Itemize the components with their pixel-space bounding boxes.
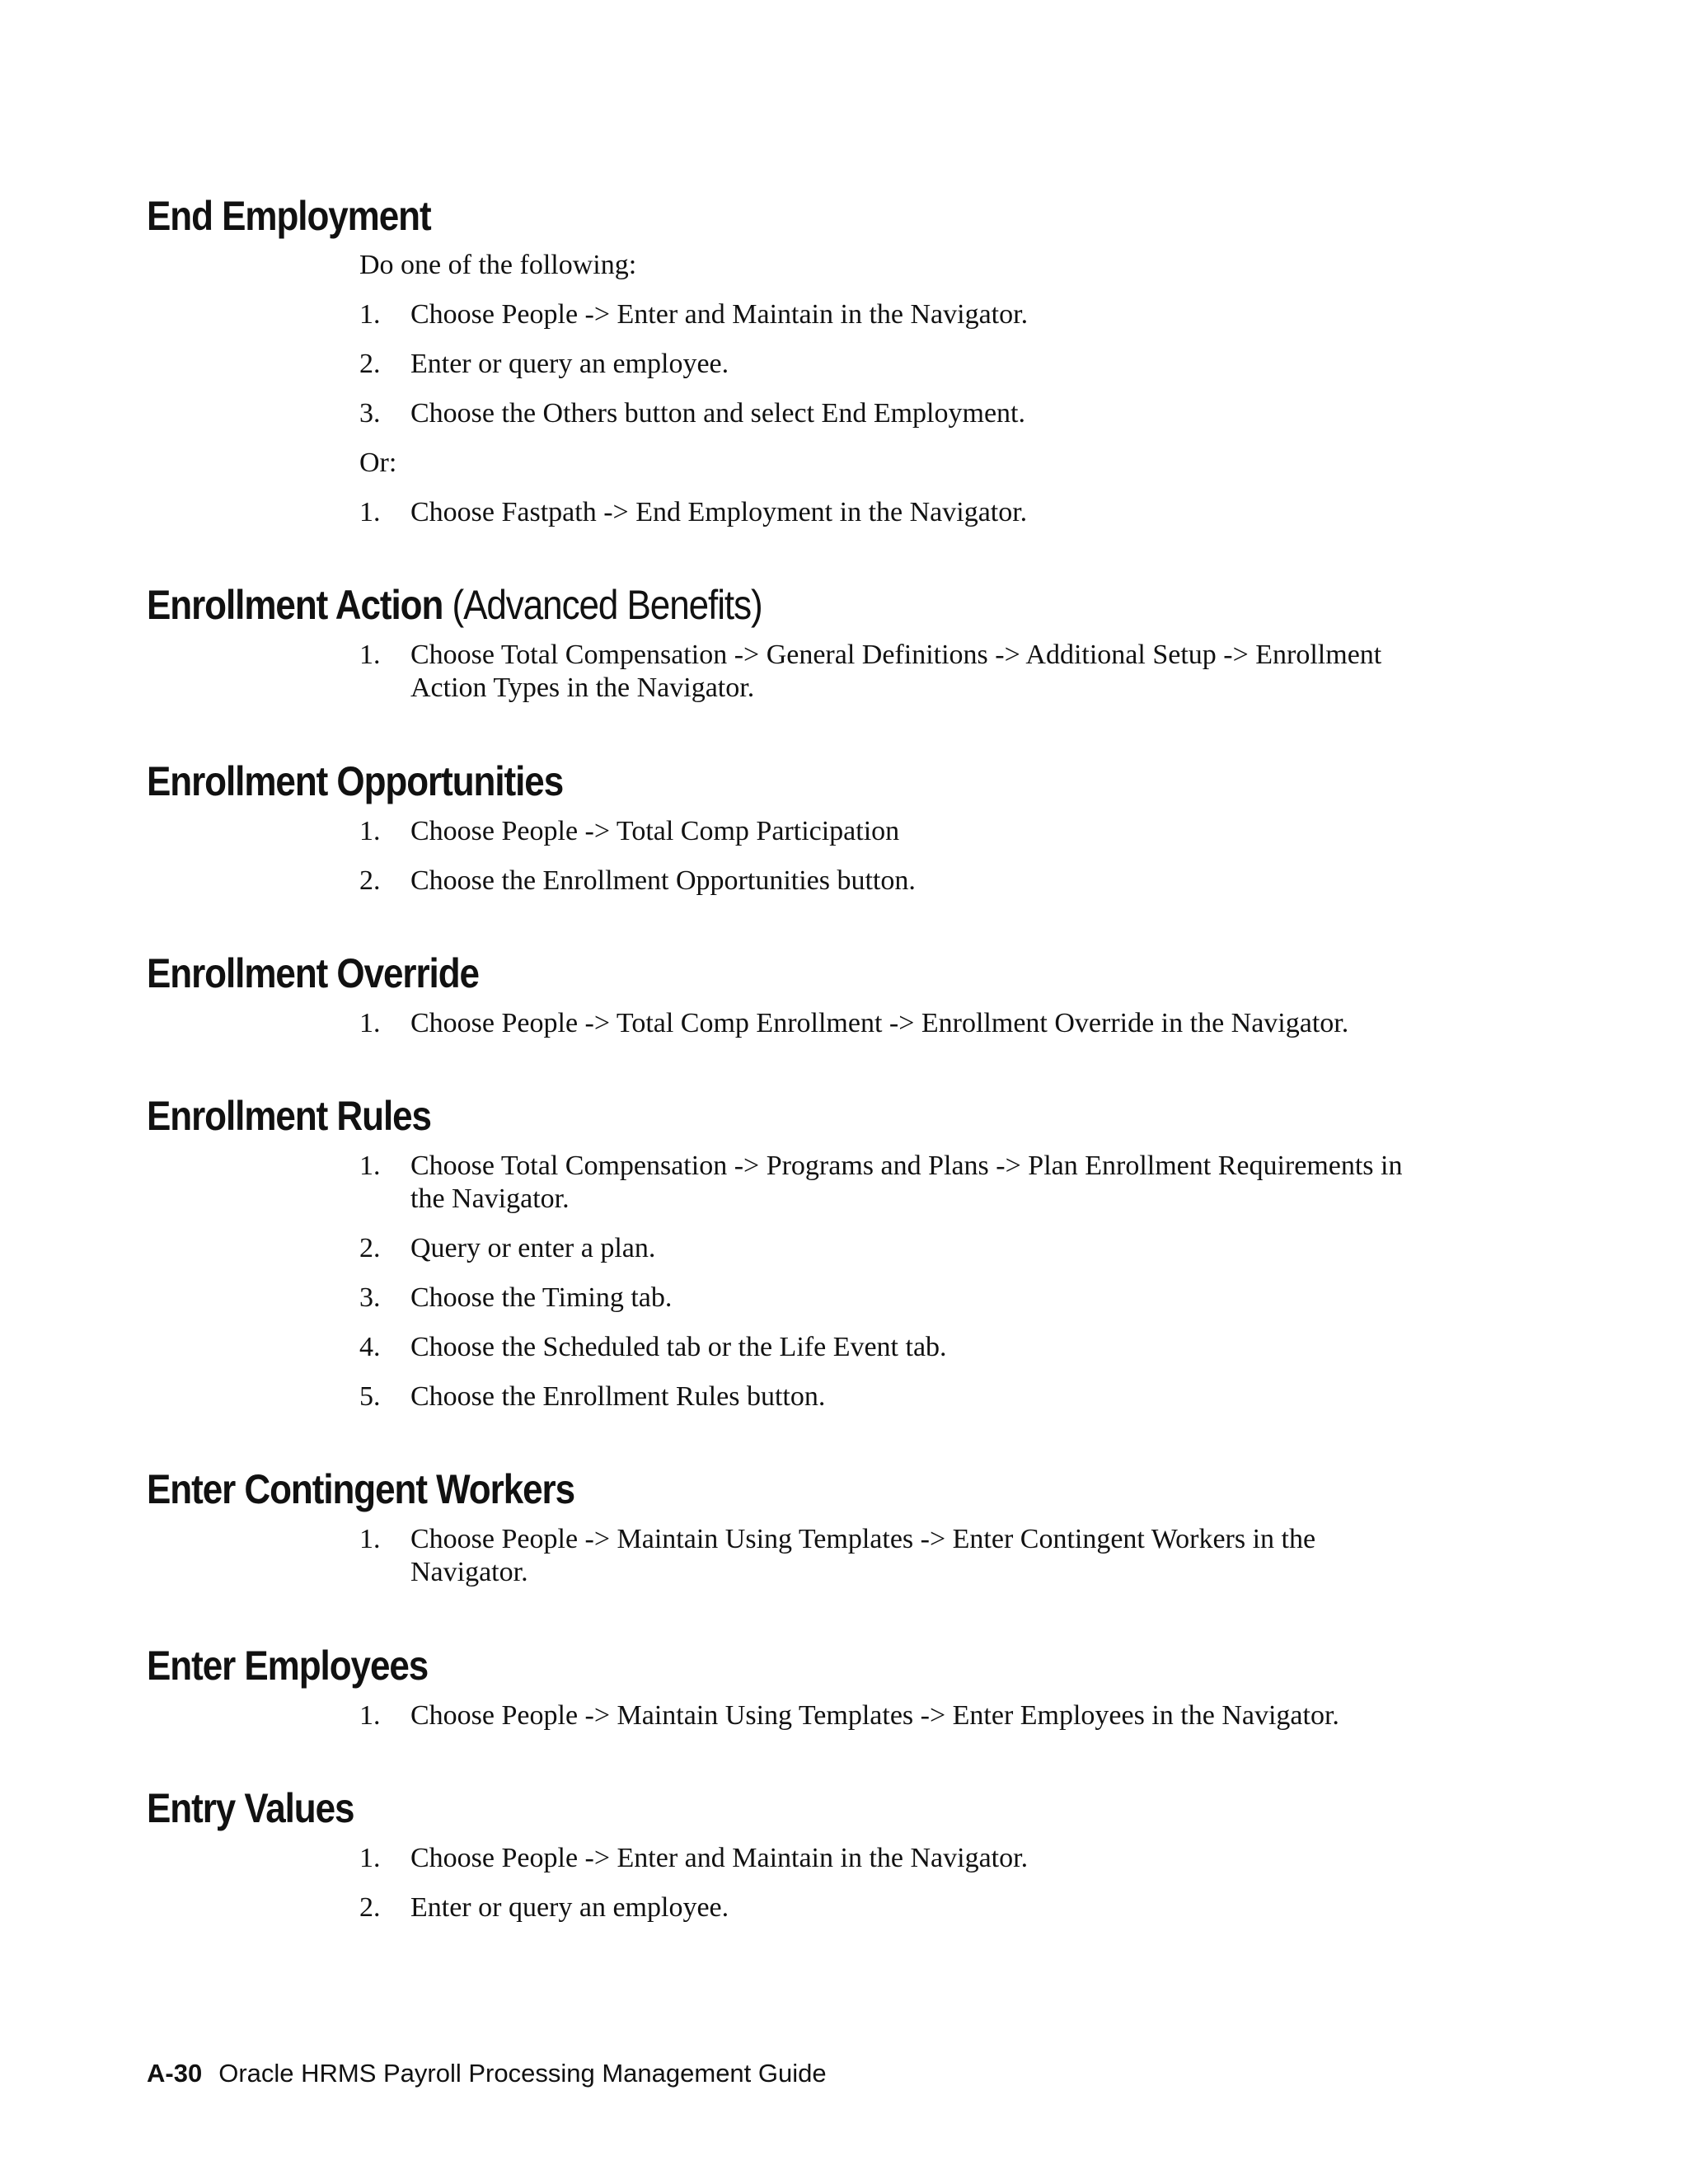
step-text: Choose People -> Enter and Maintain in the Navigator. <box>410 1843 1029 1873</box>
step-number: 1. <box>359 497 381 527</box>
step-number: 1. <box>359 1843 381 1873</box>
step-text: Choose the Timing tab. <box>410 1282 673 1313</box>
step-number: 2. <box>359 865 381 896</box>
step-number: 1. <box>359 1151 381 1181</box>
heading-entry-values: Entry Values <box>147 1785 354 1831</box>
heading-enrollment-rules: Enrollment Rules <box>147 1093 431 1139</box>
heading-title: Enrollment Action <box>147 582 443 628</box>
step-text: Enter or query an employee. <box>410 349 729 379</box>
step-text: Choose People -> Total Comp Enrollment -> Enrollment Override in the Navigator. <box>410 1008 1349 1038</box>
step-number: 1. <box>359 816 381 846</box>
step-text: Query or enter a plan. <box>410 1233 656 1263</box>
step-text: Choose the Enrollment Opportunities button. <box>410 865 916 896</box>
heading-enter-employees: Enter Employees <box>147 1643 429 1689</box>
heading-enrollment-override: Enrollment Override <box>147 950 479 996</box>
step-number: 5. <box>359 1381 381 1412</box>
step-text: Choose the Enrollment Rules button. <box>410 1381 826 1412</box>
step-text: Choose People -> Enter and Maintain in the Navigator. <box>410 299 1029 330</box>
step-text: Enter or query an employee. <box>410 1892 729 1923</box>
step-number: 4. <box>359 1332 381 1362</box>
step-number: 2. <box>359 1892 381 1923</box>
step-text: Choose the Others button and select End Employment. <box>410 398 1025 429</box>
step-text: Choose People -> Maintain Using Templates -> Enter Contingent Workers in the Navigator. <box>410 1524 1316 1587</box>
step-number: 1. <box>359 640 381 670</box>
step-text: Choose Total Compensation -> Programs and Plans -> Plan Enrollment Requirements in the Navigator. <box>410 1151 1403 1214</box>
heading-qualifier: (Advanced Benefits) <box>452 582 762 628</box>
step-text: Choose People -> Maintain Using Templates -> Enter Employees in the Navigator. <box>410 1700 1339 1731</box>
step-number: 1. <box>359 1008 381 1038</box>
step-number: 1. <box>359 1700 381 1731</box>
intro-text: Do one of the following: <box>359 250 637 280</box>
step-number: 3. <box>359 1282 381 1313</box>
or-label: Or: <box>359 448 397 478</box>
step-text: Choose Total Compensation -> General Definitions -> Additional Setup -> Enrollment Action Types in the Navigator. <box>410 640 1382 703</box>
heading-end-employment: End Employment <box>147 193 431 239</box>
heading-enrollment-opportunities: Enrollment Opportunities <box>147 758 564 804</box>
heading-enrollment-action <box>147 580 762 630</box>
step-text: Choose the Scheduled tab or the Life Event tab. <box>410 1332 947 1362</box>
step-number: 1. <box>359 1524 381 1554</box>
page-number: A-30 <box>147 2059 203 2088</box>
heading-enter-contingent-workers: Enter Contingent Workers <box>147 1466 575 1512</box>
step-text: Choose Fastpath -> End Employment in the Navigator. <box>410 497 1028 527</box>
step-number: 2. <box>359 1233 381 1263</box>
book-title: Oracle HRMS Payroll Processing Management Guide <box>218 2059 827 2088</box>
step-number: 2. <box>359 349 381 379</box>
step-number: 1. <box>359 299 381 330</box>
step-number: 3. <box>359 398 381 429</box>
step-text: Choose People -> Total Comp Participation <box>410 816 900 846</box>
page-footer <box>147 2057 827 2090</box>
